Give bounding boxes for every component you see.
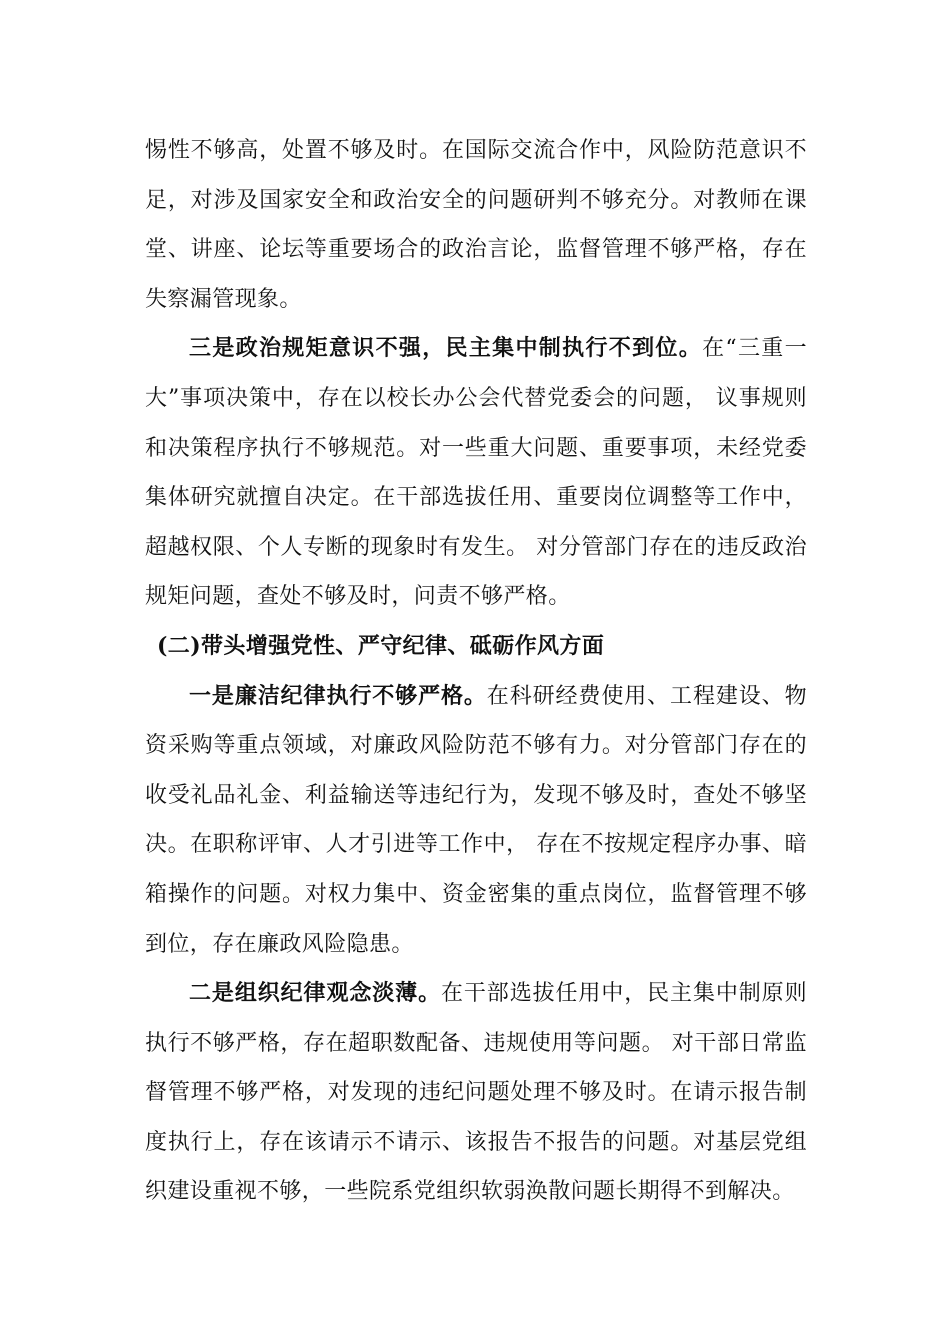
text-line: 度执行上，存在该请示不请示、该报告不报告的问题。对基层党组 (145, 1129, 807, 1155)
text-line: 织建设重视不够，一些院系党组织软弱涣散问题长期得不到解决。 (145, 1179, 795, 1205)
paragraph-3 (145, 672, 807, 970)
paragraph-heading: 一是廉洁纪律执行不够严格。 (189, 682, 487, 709)
text-line: 收受礼品礼金、利益输送等违纪行为，发现不够及时，查处不够坚 (145, 782, 807, 808)
text-line (145, 672, 807, 722)
text-line: 足，对涉及国家安全和政治安全的问题研判不够充分。对教师在课 (145, 187, 807, 213)
text-run: 在“三重一 (702, 336, 807, 362)
text-line: 箱操作的问题。对权力集中、资金密集的重点岗位，监督管理不够 (145, 881, 807, 907)
text-line: 执行不够严格，存在超职数配备、违规使用等问题。 对干部日常监 (145, 1030, 807, 1056)
text-line: 到位，存在廉政风险隐患。 (145, 931, 414, 957)
section-heading: (二)带头增强党性、严守纪律、砥砺作风方面 (157, 632, 605, 659)
text-line: 督管理不够严格，对发现的违纪问题处理不够及时。在请示报告制 (145, 1080, 807, 1106)
text-line: 资采购等重点领域，对廉政风险防范不够有力。对分管部门存在的 (145, 733, 807, 759)
text-line: 惕性不够高，处置不够及时。在国际交流合作中，风险防范意识不 (145, 138, 807, 163)
paragraph-2 (145, 324, 807, 622)
text-line (145, 324, 807, 374)
text-line: 堂、讲座、论坛等重要场合的政治言论，监督管理不够严格，存在 (145, 237, 807, 263)
text-line: 失察漏管现象。 (145, 286, 302, 312)
text-line: 集体研究就擅自决定。在干部选拔任用、重要岗位调整等工作中， (145, 485, 807, 511)
paragraph-1 (145, 126, 807, 324)
text-line: 大”事项决策中，存在以校长办公会代替党委会的问题， 议事规则 (145, 385, 807, 411)
paragraph-heading: 三是政治规矩意识不强，民主集中制执行不到位。 (189, 335, 703, 362)
text-run: 在科研经费使用、工程建设、物 (486, 683, 807, 709)
text-line: 超越权限、个人专断的现象时有发生。 对分管部门存在的违反政治 (145, 534, 807, 560)
text-line: 规矩问题，查处不够及时，问责不够严格。 (145, 584, 571, 610)
paragraph-heading: 二是组织纪律观念淡薄。 (189, 980, 441, 1007)
text-run: 在干部选拔任用中，民主集中制原则 (440, 981, 807, 1007)
text-line: 和决策程序执行不够规范。对一些重大问题、重要事项，未经党委 (145, 435, 807, 461)
document-page (145, 126, 807, 1217)
text-line (145, 969, 807, 1019)
text-line: 决。在职称评审、人才引进等工作中， 存在不按规定程序办事、暗 (145, 832, 807, 858)
paragraph-4 (145, 969, 807, 1217)
